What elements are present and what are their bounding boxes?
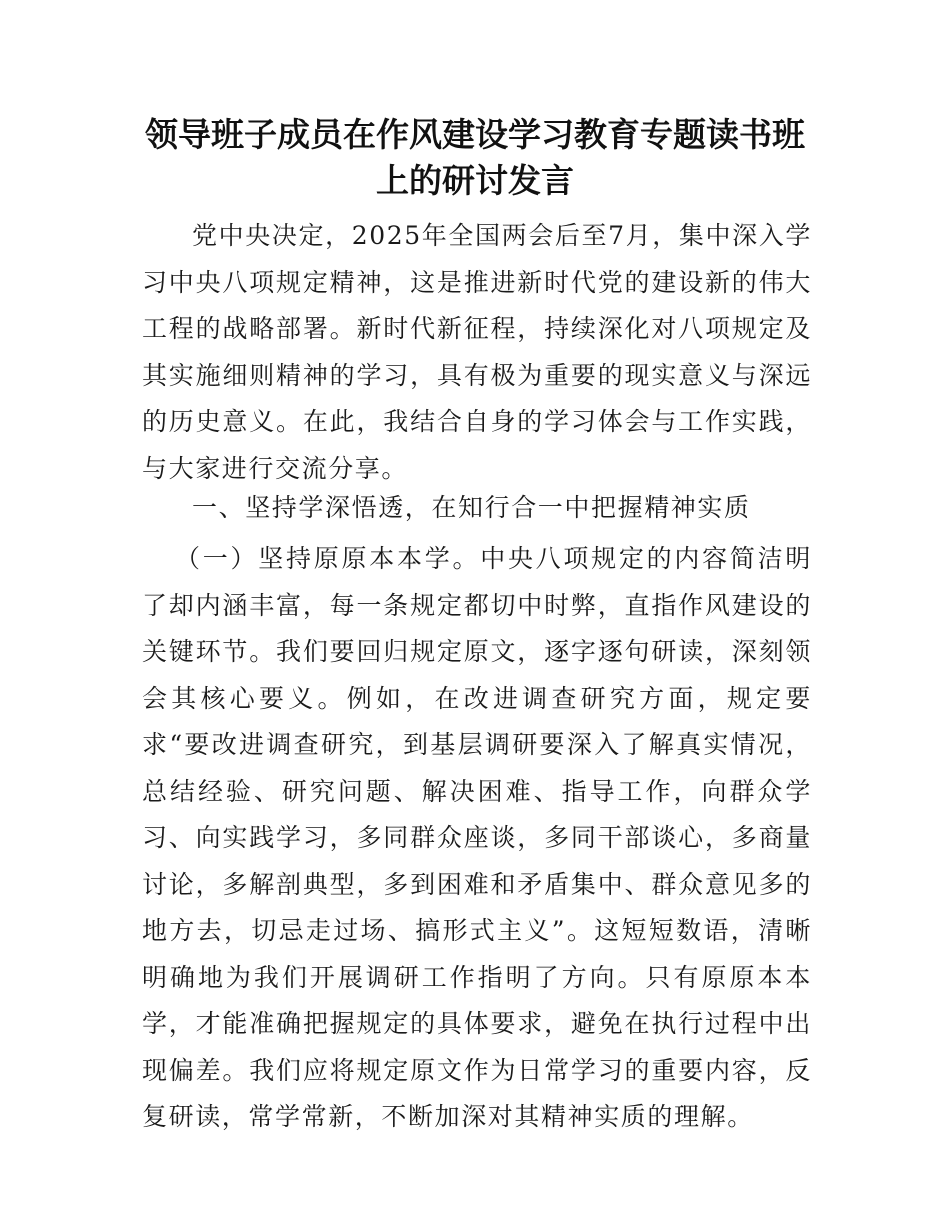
document-title-line-1: 领导班子成员在作风建设学习教育专题读书班 [145, 115, 805, 154]
subsection-paragraph: （一）坚持原原本本学。中央八项规定的内容简洁明了却内涵丰富，每一条规定都切中时弊，直指作风建设的关键环节。我们要回归规定原文，逐字逐句研读，深刻领会其核心要义。例如，在改进调查研究方面，规定要求“要改进调查研究，到基层调研要深入了解真实情况，总结经验、研究问题、解决困难、指导工作，向群众学习、向实践学习，多同群众座谈，多同干部谈心，多商量讨论，多解剖典型，多到困难和矛盾集中、群众意见多的地方去，切忌走过场、搞形式主义”。这短短数语，清晰明确地为我们开展调研工作指明了方向。只有原原本本学，才能准确把握规定的具体要求，避免在执行过程中出现偏差。我们应将规定原文作为日常学习的重要内容，反复研读，常学常新，不断加深对其精神实质的理解。 [142, 544, 812, 1131]
document-title-line-2: 上的研讨发言 [376, 161, 574, 200]
section-heading: 一、坚持学深悟透，在知行合一中把握精神实质 [192, 493, 751, 522]
intro-paragraph: 党中央决定，2025年全国两会后至7月，集中深入学习中央八项规定精神，这是推进新时代党的建设新的伟大工程的战略部署。新时代新征程，持续深化对八项规定及其实施细则精神的学习，具有极为重要的现实意义与深远的历史意义。在此，我结合自身的学习体会与工作实践，与大家进行交流分享。 [142, 221, 812, 483]
